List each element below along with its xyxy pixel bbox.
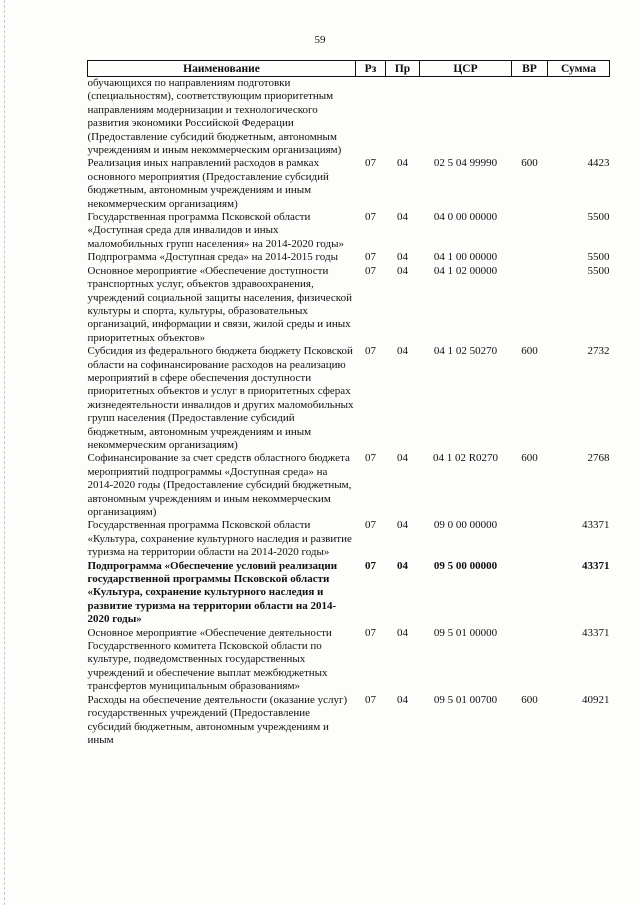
cell-pr [386, 77, 420, 158]
cell-csr: 09 5 01 00000 [433, 626, 498, 639]
cell-rz: 07 [365, 519, 376, 532]
cell-name: Подпрограмма «Доступная среда» на 2014-2015 годы [87, 251, 338, 264]
cell-vr: 600 [521, 345, 538, 358]
cell-name: Расходы на обеспечение деятельности (оказание услуг) государственных учреждений (Предоставление субсидий бюджетным, автономным учреждениям и иным [87, 693, 348, 746]
cell-sum: 40921 [582, 693, 610, 706]
cell-sum: 5500 [587, 264, 610, 277]
cell-vr [512, 560, 548, 627]
page-number: 59 [314, 34, 326, 46]
table-row [88, 211, 610, 251]
header-pr: Пр [386, 61, 420, 77]
cell-name: Реализация иных направлений расходов в рамках основного мероприятия (Предоставление субсидий бюджетным, автономным учреждениям и иным некоммерческим организациям) [87, 157, 329, 210]
cell-pr: 04 [397, 211, 408, 224]
cell-csr: 04 0 00 00000 [433, 211, 498, 224]
table-row [88, 694, 610, 748]
table-row [88, 251, 610, 264]
table-row [88, 265, 610, 345]
cell-name: Подпрограмма «Обеспечение условий реализации государственной программы Псковской области «Культура, сохранение культурного наследия и развитие туризма на территории области на 2014-2020 годы» [87, 559, 338, 626]
table-row [88, 452, 610, 519]
cell-vr: 600 [521, 452, 538, 465]
cell-pr: 04 [397, 452, 408, 465]
cell-rz: 07 [365, 452, 376, 465]
cell-sum: 4423 [587, 157, 610, 170]
table-row [88, 345, 610, 452]
cell-csr: 04 1 02 00000 [433, 264, 498, 277]
cell-pr: 04 [397, 157, 408, 170]
cell-rz: 07 [365, 251, 376, 264]
cell-rz: 07 [365, 345, 376, 358]
cell-sum: 5500 [587, 211, 610, 224]
table-row [88, 77, 610, 158]
cell-sum [548, 77, 610, 158]
cell-name: обучающихся по направлениям подготовки (специальностям), соответствующим приоритетным направлениям модернизации и технологического развития экономики Российской Федерации (Предоставление субсидий бюджетным, автономным учреждениям и иным некоммерческим организациям) [87, 77, 342, 157]
cell-name: Государственная программа Псковской области «Культура, сохранение культурного наследия и развитие туризма на территории области на 2014-2020 годы» [87, 519, 352, 559]
table-row [88, 560, 610, 627]
page-edge-line [4, 0, 6, 905]
cell-rz: 07 [365, 211, 376, 224]
table-row [88, 519, 610, 559]
cell-rz [356, 77, 386, 158]
cell-rz: 07 [365, 157, 376, 170]
cell-vr [512, 77, 548, 158]
cell-vr [512, 211, 548, 251]
header-csr: ЦСР [420, 61, 512, 77]
cell-csr: 04 1 00 00000 [433, 251, 498, 264]
table-row [88, 157, 610, 211]
cell-pr: 04 [397, 251, 408, 264]
cell-pr: 04 [397, 626, 408, 639]
cell-pr: 04 [397, 559, 408, 572]
cell-sum: 2768 [587, 452, 610, 465]
cell-vr [512, 519, 548, 559]
cell-vr [512, 627, 548, 694]
table-header-row [88, 61, 610, 77]
cell-csr: 04 1 02 R0270 [432, 452, 499, 465]
header-rz: Рз [356, 61, 386, 77]
header-vr: ВР [512, 61, 548, 77]
cell-name: Субсидия из федерального бюджета бюджету Псковской области на софинансирование расходов на реализацию мероприятий в сфере обеспечения доступности приоритетных объектов и услуг в приоритетных сферах жизнедеятельности инвалидов и других маломобильных групп населения (Предоставление субсидий бюджетным, автономным учреждениям и иным некоммерческим организациям) [87, 345, 354, 451]
cell-sum: 43371 [582, 559, 610, 572]
cell-pr: 04 [397, 264, 408, 277]
cell-vr: 600 [521, 157, 538, 170]
cell-pr: 04 [397, 693, 408, 706]
cell-pr: 04 [397, 345, 408, 358]
cell-sum: 5500 [587, 251, 610, 264]
cell-csr [420, 77, 512, 158]
cell-rz: 07 [365, 559, 376, 572]
cell-rz: 07 [365, 693, 376, 706]
cell-vr [512, 251, 548, 264]
cell-name: Основное мероприятие «Обеспечение доступности транспортных услуг, объектов здравоохранения, учреждений социальной защиты населения, физической культуры и спорта, культуры, образовательных организаций, информации и связи, жилой среды и иных приоритетных объектов» [87, 264, 352, 344]
table-row [88, 627, 610, 694]
cell-rz: 07 [365, 626, 376, 639]
cell-csr: 09 0 00 00000 [433, 519, 498, 532]
header-name: Наименование [88, 61, 356, 77]
cell-vr: 600 [521, 693, 538, 706]
cell-csr: 09 5 01 00700 [433, 693, 498, 706]
header-sum: Сумма [548, 61, 610, 77]
cell-sum: 2732 [587, 345, 610, 358]
cell-pr: 04 [397, 519, 408, 532]
cell-name: Софинансирование за счет средств областного бюджета мероприятий подпрограммы «Доступная среда» на 2014-2020 годы (Предоставление субсидий бюджетным, автономным учреждениям и иным некоммерческим организациям) [87, 452, 352, 518]
budget-table [87, 60, 610, 747]
cell-sum: 43371 [582, 519, 610, 532]
cell-rz: 07 [365, 264, 376, 277]
cell-vr [512, 265, 548, 345]
cell-csr: 02 5 04 99990 [433, 157, 498, 170]
table-body [88, 77, 610, 748]
cell-sum: 43371 [582, 626, 610, 639]
cell-csr: 09 5 00 00000 [433, 559, 498, 572]
cell-name: Государственная программа Псковской области «Доступная среда для инвалидов и иных маломобильных групп населения» на 2014-2020 годы» [87, 211, 344, 250]
cell-csr: 04 1 02 50270 [433, 345, 498, 358]
cell-name: Основное мероприятие «Обеспечение деятельности Государственного комитета Псковской области по культуре, подведомственных государственных учреждений и обеспечение выплат межбюджетных трансфертов муниципальным образованиям» [87, 626, 332, 693]
